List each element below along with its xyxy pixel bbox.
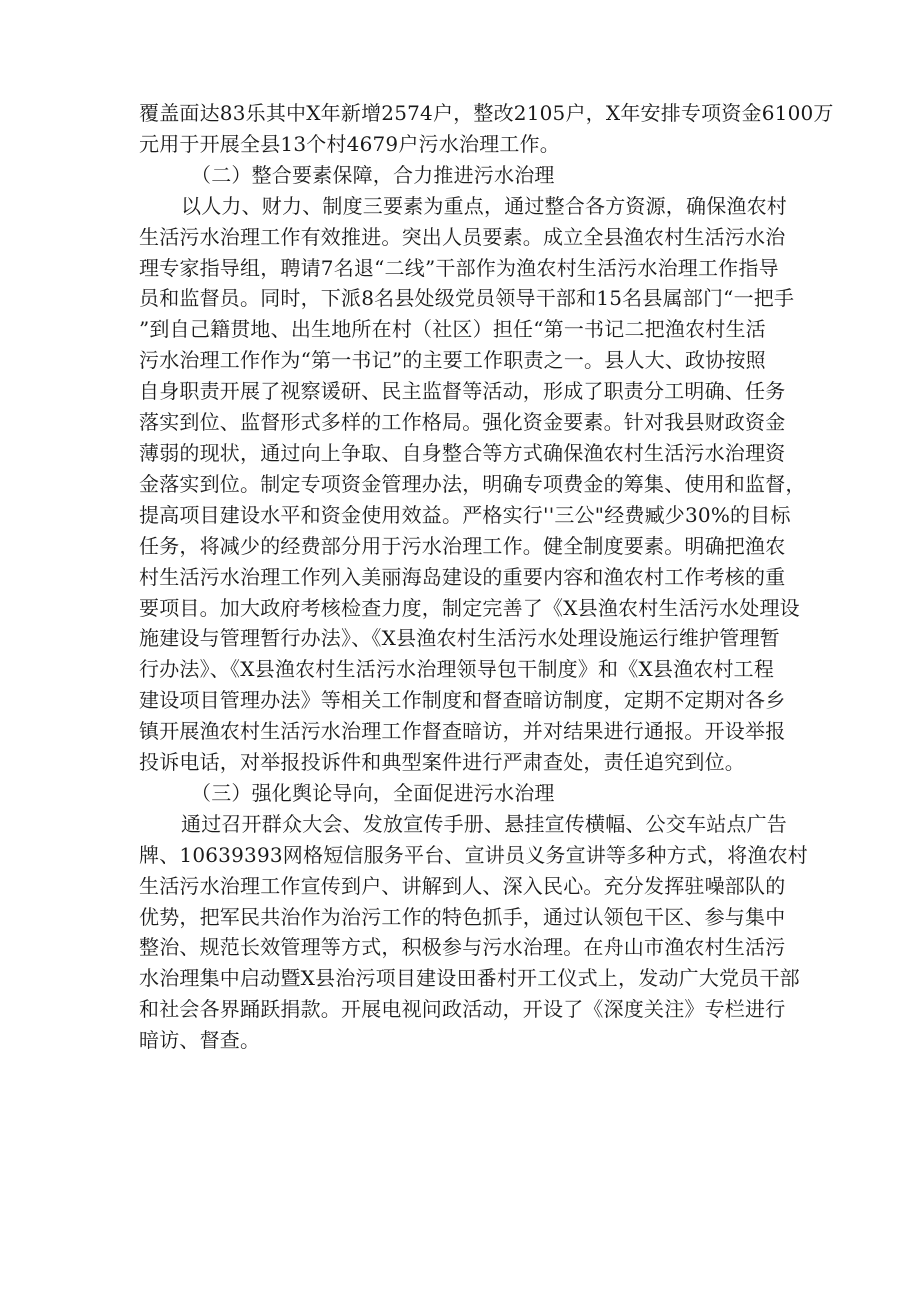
paragraph-line: 提高项目建设水平和资金使用效益。严格实行''三公"经费臧少30%的目标: [139, 502, 791, 527]
paragraph-line: 投诉电话，对举报投诉件和典型案件进行严肃查处，责任追究到位。: [139, 750, 745, 775]
paragraph-line: 要项目。加大政府考核检查力度，制定完善了《X县渔农村生活污水处理设: [139, 595, 800, 620]
paragraph-line: 员和监督员。同时，下派8名县处级党员领导干部和15名县属部门“一把手: [139, 286, 795, 311]
paragraph-line: 元用于开展全县13个村4679户污水治理工作。: [139, 131, 560, 156]
paragraph-line: 优势，把军民共治作为治污工作的特色抓手，通过认领包干区、参与集中: [139, 904, 786, 929]
paragraph-line: 行办法》、《X县渔农村生活污水治理领导包干制度》和《X县渔农村工程: [139, 657, 775, 682]
paragraph-line: ”到自己籍贯地、出生地所在村（社区）担任“第一书记二把渔农村生活: [139, 317, 766, 342]
paragraph-line: 自身职责开展了视察谖研、民主监督等活动，形成了职责分工明确、任务: [139, 379, 786, 404]
paragraph-line: 生活污水治理工作有效推进。突出人员要素。成立全县渔农村生活污水治: [139, 224, 786, 249]
paragraph-line: 落实到位、监督形式多样的工作格局。强化资金要素。针对我县财政资金: [139, 410, 786, 435]
paragraph-line: 水治理集中启动暨X县治污项目建设田番村开工仪式上，发动广大党员干部: [139, 966, 800, 991]
paragraph-line: 生活污水治理工作宣传到户、讲解到人、深入民心。充分发挥驻噪部队的: [139, 873, 786, 898]
paragraph-line: 牌、10639393网格短信服务平台、宣讲员义务宣讲等多种方式，将渔农村: [139, 842, 808, 867]
paragraph-line: 薄弱的现状，通过向上争取、自身整合等方式确保渔农村生活污水治理资: [139, 440, 786, 465]
paragraph-line: 镇开展渔农村生活污水治理工作督查暗访，并对结果进行通报。开设举报: [139, 719, 786, 744]
paragraph-line: 村生活污水治理工作列入美丽海岛建设的重要内容和渔农村工作考核的重: [139, 564, 786, 589]
section-heading-2: （二）整合要素保障，合力推进污水治理: [191, 162, 555, 187]
paragraph-line: 金落实到位。制定专项资金管理办法，明确专项费金的筹集、使用和监督，: [139, 471, 806, 496]
paragraph-line: 理专家指导组，聘请7名退“二线”干部作为渔农村生活污水治理工作指导: [139, 255, 779, 280]
section-heading-3: （三）强化舆论导向，全面促进污水治理: [191, 780, 555, 805]
paragraph-line: 建设项目管理办法》等相关工作制度和督查暗访制度，定期不定期对各乡: [139, 688, 786, 713]
paragraph-line: 任务，将减少的经费部分用于污水治理工作。健全制度要素。明确把渔农: [139, 533, 786, 558]
paragraph-line: 通过召开群众大会、发放宣传手册、悬挂宣传横幅、公交车站点广告: [181, 811, 787, 836]
paragraph-line: 污水治理工作作为“第一书记”的主要工作职责之一。县人大、政协按照: [139, 348, 766, 373]
paragraph-line: 覆盖面达83乐其中X年新增2574户，整改2105户，X年安排专项资金6100万: [139, 101, 834, 125]
document-body: [139, 98, 834, 1056]
paragraph-line: 整治、规范长效管理等方式，积极参与污水治理。在舟山市渔农村生活污: [139, 935, 786, 960]
paragraph-line: 施建设与管理暂行办法》、《X县渔农村生活污水处理设施运行维护管理暂: [139, 626, 780, 651]
paragraph-line: 以人力、财力、制度三要素为重点，通过整合各方资源，确保渔农村: [181, 193, 787, 218]
paragraph-line: 暗访、督查。: [139, 1028, 261, 1053]
paragraph-line: 和社会各界踊跃捐款。开展电视问政活动，开设了《深度关注》专栏进行: [139, 997, 786, 1022]
